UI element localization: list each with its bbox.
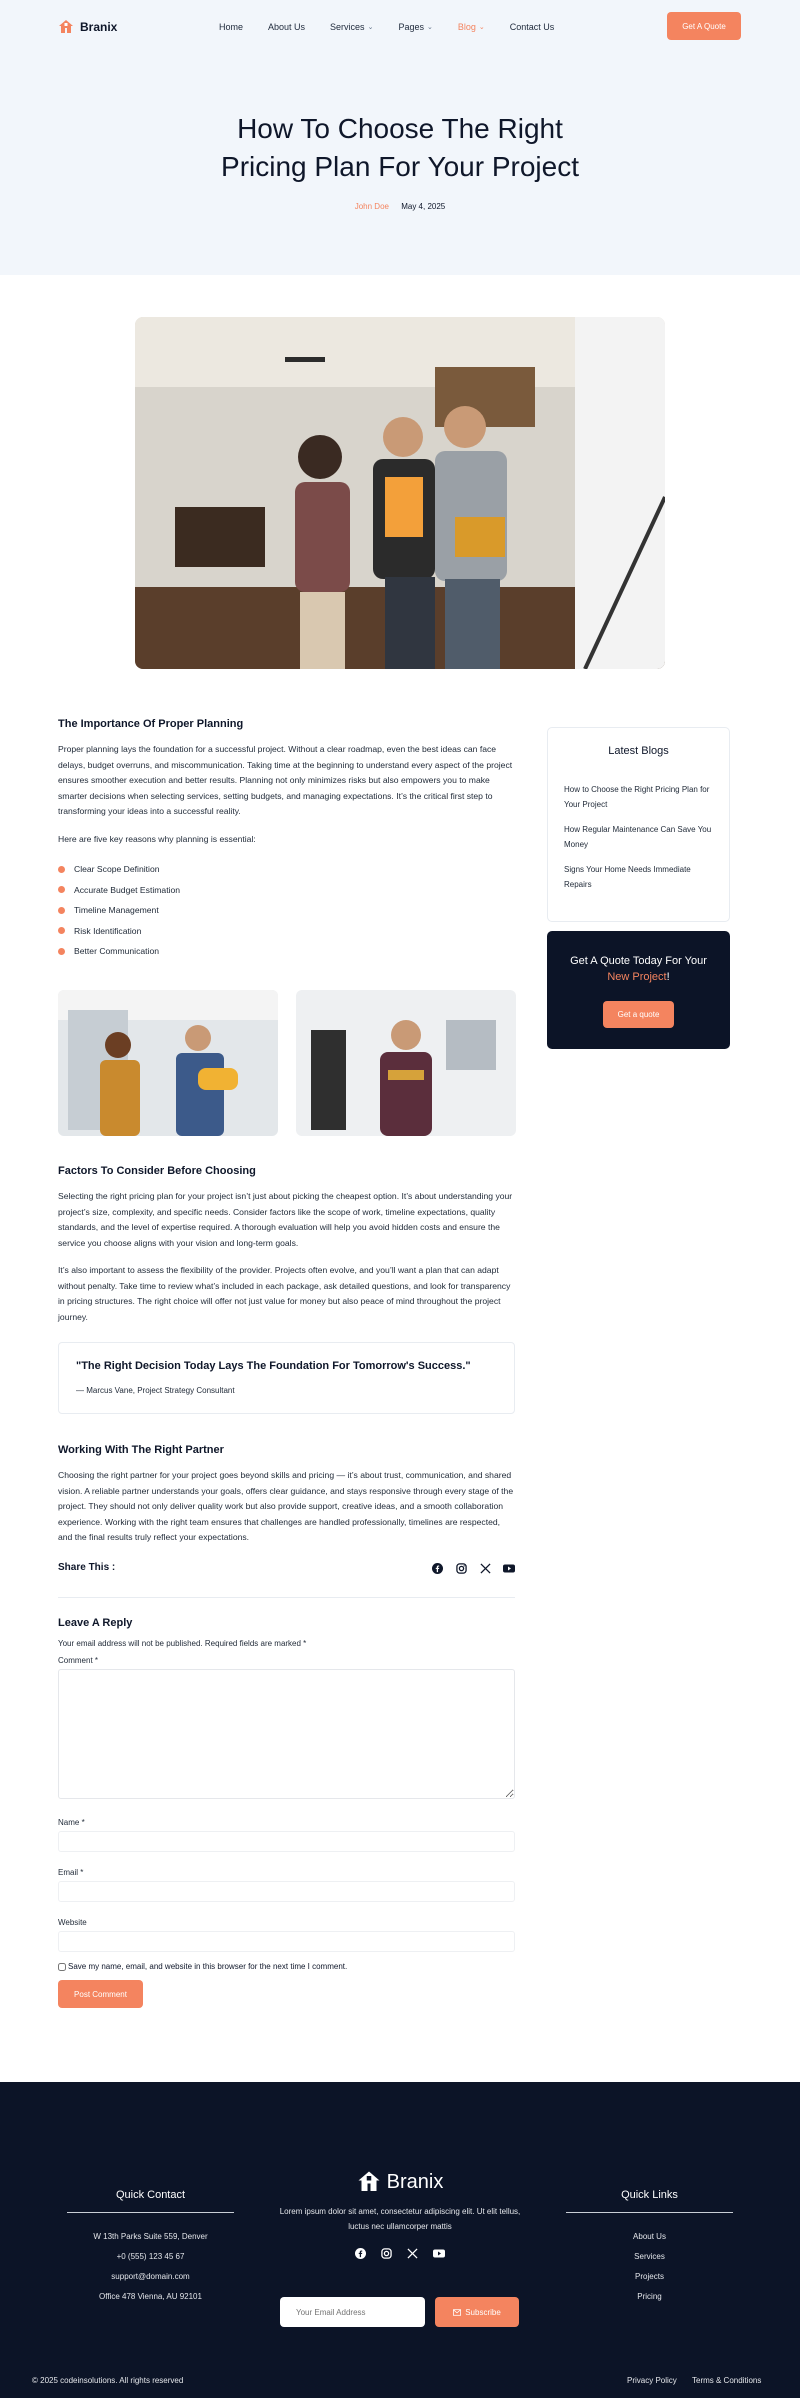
name-label: Name * xyxy=(58,1818,85,1827)
site-header xyxy=(0,0,800,53)
cta-end: ! xyxy=(666,971,670,983)
nav-services[interactable] xyxy=(330,22,373,32)
x-icon[interactable] xyxy=(407,2248,419,2260)
nav-services-label: Services xyxy=(330,21,365,32)
article-section-2 xyxy=(58,1165,516,1337)
nav-pages-label: Pages xyxy=(398,21,424,32)
list-item-label: Clear Scope Definition xyxy=(74,864,160,875)
share-bar xyxy=(58,1562,515,1598)
brand-name: Branix xyxy=(80,19,118,34)
nav-about[interactable] xyxy=(268,22,305,32)
comment-form xyxy=(58,1617,516,2008)
nav-blog-label: Blog xyxy=(457,21,476,32)
share-label: Share This : xyxy=(58,1562,116,1573)
save-info-checkbox-row xyxy=(58,1962,516,1971)
gallery-image-handshake xyxy=(58,990,278,1136)
nav-about-label: About Us xyxy=(268,21,306,32)
article-paragraph: Choosing the right partner for your project goes beyond skills and pricing — it’s about trust, communication, and shared vision. A reliable partner understands your goals, offers clear guidance, and stays responsive through every stage of the project. They should not only deliver quality work but also provide support, creative ideas, and a smooth collaboration experience. Working with the right team ensures that challenges are handled professionally, timelines are respected, and the final results truly reflect your expectations. xyxy=(58,1470,514,1542)
nav-contact-label: Contact Us xyxy=(509,21,555,32)
x-icon[interactable] xyxy=(479,1562,491,1574)
cta-line: Get A Quote Today For Your xyxy=(570,955,707,967)
section-heading: The Importance Of Proper Planning xyxy=(58,718,244,730)
footer-link-services[interactable]: Services xyxy=(634,2252,665,2261)
save-info-label: Save my name, email, and website in this browser for the next time I comment. xyxy=(68,1962,348,1971)
newsletter-form xyxy=(280,2297,519,2327)
privacy-policy-link[interactable]: Privacy Policy xyxy=(627,2376,677,2385)
gallery-image-worker xyxy=(296,990,516,1136)
comment-label: Comment * xyxy=(58,1656,99,1665)
list-item-label: Better Communication xyxy=(74,946,160,957)
footer-description: Lorem ipsum dolor sit amet, consectetur adipiscing elit. Ut elit tellus, luctus nec ullamcorper mattis xyxy=(279,2207,521,2231)
list-item xyxy=(58,941,516,962)
youtube-icon[interactable] xyxy=(433,2248,445,2260)
brand-logo[interactable] xyxy=(58,19,117,35)
newsletter-email-input[interactable] xyxy=(280,2297,425,2327)
website-label: Website xyxy=(58,1918,87,1927)
footer-logo[interactable] xyxy=(275,2170,525,2194)
name-field[interactable] xyxy=(58,1831,515,1852)
instagram-icon[interactable] xyxy=(381,2248,393,2260)
chevron-down-icon: ⌄ xyxy=(478,23,485,31)
cta-highlight: New Project xyxy=(607,971,667,983)
article-section-1 xyxy=(58,718,516,962)
house-logo-icon xyxy=(58,19,74,35)
reasons-list xyxy=(58,859,516,962)
list-item xyxy=(58,921,516,942)
nav-home[interactable] xyxy=(219,22,243,32)
article-paragraph: Selecting the right pricing plan for your project isn’t just about picking the cheapest option. It’s about understanding your project’s size, complexity, and specific needs. Consider factors like the scope of work, timeline expectations, quality standards, and the level of expertise required. A thorough evaluation will help you avoid hidden costs and ensure the service you choose aligns with your vision and long-term goals. xyxy=(58,1191,513,1248)
quote-author: — Marcus Vane, Project Strategy Consultant xyxy=(76,1386,235,1395)
footer-link-pricing[interactable]: Pricing xyxy=(637,2292,662,2301)
quick-links xyxy=(566,2189,733,2307)
blog-link[interactable]: How to Choose the Right Pricing Plan for Your Project xyxy=(564,785,710,809)
article-paragraph: It’s also important to assess the flexibility of the provider. Projects often evolve, and you’ll want a plan that can adapt without penalty. Take time to review what’s included in each package, ask detailed questions, and look for transparency in pricing structures. The right choice will offer not just value for money but also peace of mind throughout the project journey. xyxy=(58,1265,511,1322)
quote-text: "The Right Decision Today Lays The Foundation For Tomorrow's Success." xyxy=(76,1360,471,1372)
main-nav xyxy=(219,0,579,53)
article-paragraph: Here are five key reasons why planning is essential: xyxy=(58,833,256,844)
cta-heading xyxy=(547,953,730,985)
blockquote xyxy=(58,1342,515,1414)
post-meta xyxy=(0,202,800,211)
facebook-icon[interactable] xyxy=(431,1562,443,1574)
contact-phone[interactable]: +0 (555) 123 45 67 xyxy=(116,2252,185,2261)
section-heading: Factors To Consider Before Choosing xyxy=(58,1165,256,1177)
post-comment-button[interactable]: Post Comment xyxy=(58,1980,143,2008)
list-item xyxy=(58,859,516,880)
footer-link-about[interactable]: About Us xyxy=(633,2232,666,2241)
nav-home-label: Home xyxy=(219,21,244,32)
list-item-label: Timeline Management xyxy=(74,905,159,916)
chevron-down-icon: ⌄ xyxy=(367,23,374,31)
bullet-icon xyxy=(58,886,65,893)
website-field[interactable] xyxy=(58,1931,515,1952)
list-item-label: Accurate Budget Estimation xyxy=(74,884,181,895)
article-section-3 xyxy=(58,1444,516,1558)
facebook-icon[interactable] xyxy=(355,2248,367,2260)
bullet-icon xyxy=(58,927,65,934)
instagram-icon[interactable] xyxy=(455,1562,467,1574)
page-hero xyxy=(0,53,800,275)
quick-links-title: Quick Links xyxy=(566,2189,733,2213)
footer-brand xyxy=(275,2170,525,2260)
bullet-icon xyxy=(58,948,65,955)
comment-textarea[interactable] xyxy=(58,1669,515,1799)
quick-contact xyxy=(67,2189,234,2307)
chevron-down-icon: ⌄ xyxy=(426,23,433,31)
footer-brand-name: Branix xyxy=(386,2170,444,2193)
email-label: Email * xyxy=(58,1868,84,1877)
footer-social xyxy=(275,2248,525,2260)
blog-link[interactable]: Signs Your Home Needs Immediate Repairs xyxy=(564,865,691,889)
reply-title: Leave A Reply xyxy=(58,1617,133,1629)
quote-cta-widget xyxy=(547,931,730,1049)
worker-photo xyxy=(296,990,516,1136)
terms-link[interactable]: Terms & Conditions xyxy=(692,2376,762,2385)
get-a-quote-button[interactable]: Get A Quote xyxy=(667,12,741,40)
contact-office: Office 478 Vienna, AU 92101 xyxy=(99,2292,202,2301)
list-item xyxy=(58,880,516,901)
save-info-checkbox[interactable] xyxy=(58,1963,66,1971)
article-gallery xyxy=(58,990,516,1136)
footer-link-projects[interactable]: Projects xyxy=(635,2272,664,2281)
latest-blogs-widget xyxy=(547,727,730,922)
subscribe-button[interactable] xyxy=(435,2297,519,2327)
youtube-icon[interactable] xyxy=(503,1562,515,1574)
bullet-icon xyxy=(58,907,65,914)
nav-pages[interactable] xyxy=(398,22,432,32)
section-heading: Working With The Right Partner xyxy=(58,1444,224,1456)
house-logo-icon xyxy=(357,2170,381,2194)
copyright: © 2025 codeinsolutions. All rights reserved xyxy=(32,2376,184,2385)
article-paragraph: Proper planning lays the foundation for a successful project. Without a clear roadmap, even the best ideas can face delays, budget overruns, and miscommunication. Taking time at the beginning to understand every aspect of the project ensures smoother execution and better results. Planning not only minimizes risks but also empowers you to make smarter decisions when selecting services, setting budgets, and managing expectations. It’s the critical first step to transforming your ideas into a successful reality. xyxy=(58,744,513,816)
post-author[interactable]: John Doe xyxy=(354,202,389,211)
bullet-icon xyxy=(58,866,65,873)
contact-address: W 13th Parks Suite 559, Denver xyxy=(93,2232,208,2241)
site-footer xyxy=(0,2082,800,2398)
email-field[interactable] xyxy=(58,1881,515,1902)
reply-note: Your email address will not be published. Required fields are marked * xyxy=(58,1639,307,1648)
page-title: How To Choose The Right Pricing Plan For Your Project xyxy=(221,113,579,182)
featured-image xyxy=(135,317,665,669)
contact-email[interactable]: support@domain.com xyxy=(111,2272,190,2281)
quick-contact-title: Quick Contact xyxy=(67,2189,234,2213)
blog-link[interactable]: How Regular Maintenance Can Save You Money xyxy=(564,825,712,849)
latest-blogs-title: Latest Blogs xyxy=(608,745,669,757)
share-icons xyxy=(431,1562,515,1597)
post-date: May 4, 2025 xyxy=(401,202,446,211)
list-item-label: Risk Identification xyxy=(74,925,142,936)
mail-icon xyxy=(453,2309,461,2316)
nav-blog[interactable] xyxy=(458,22,485,32)
handshake-photo xyxy=(58,990,278,1136)
list-item xyxy=(58,900,516,921)
sidebar-quote-button[interactable]: Get a quote xyxy=(603,1001,674,1028)
nav-contact[interactable] xyxy=(510,22,555,32)
team-meeting-illustration xyxy=(135,317,665,669)
subscribe-label: Subscribe xyxy=(465,2307,501,2317)
